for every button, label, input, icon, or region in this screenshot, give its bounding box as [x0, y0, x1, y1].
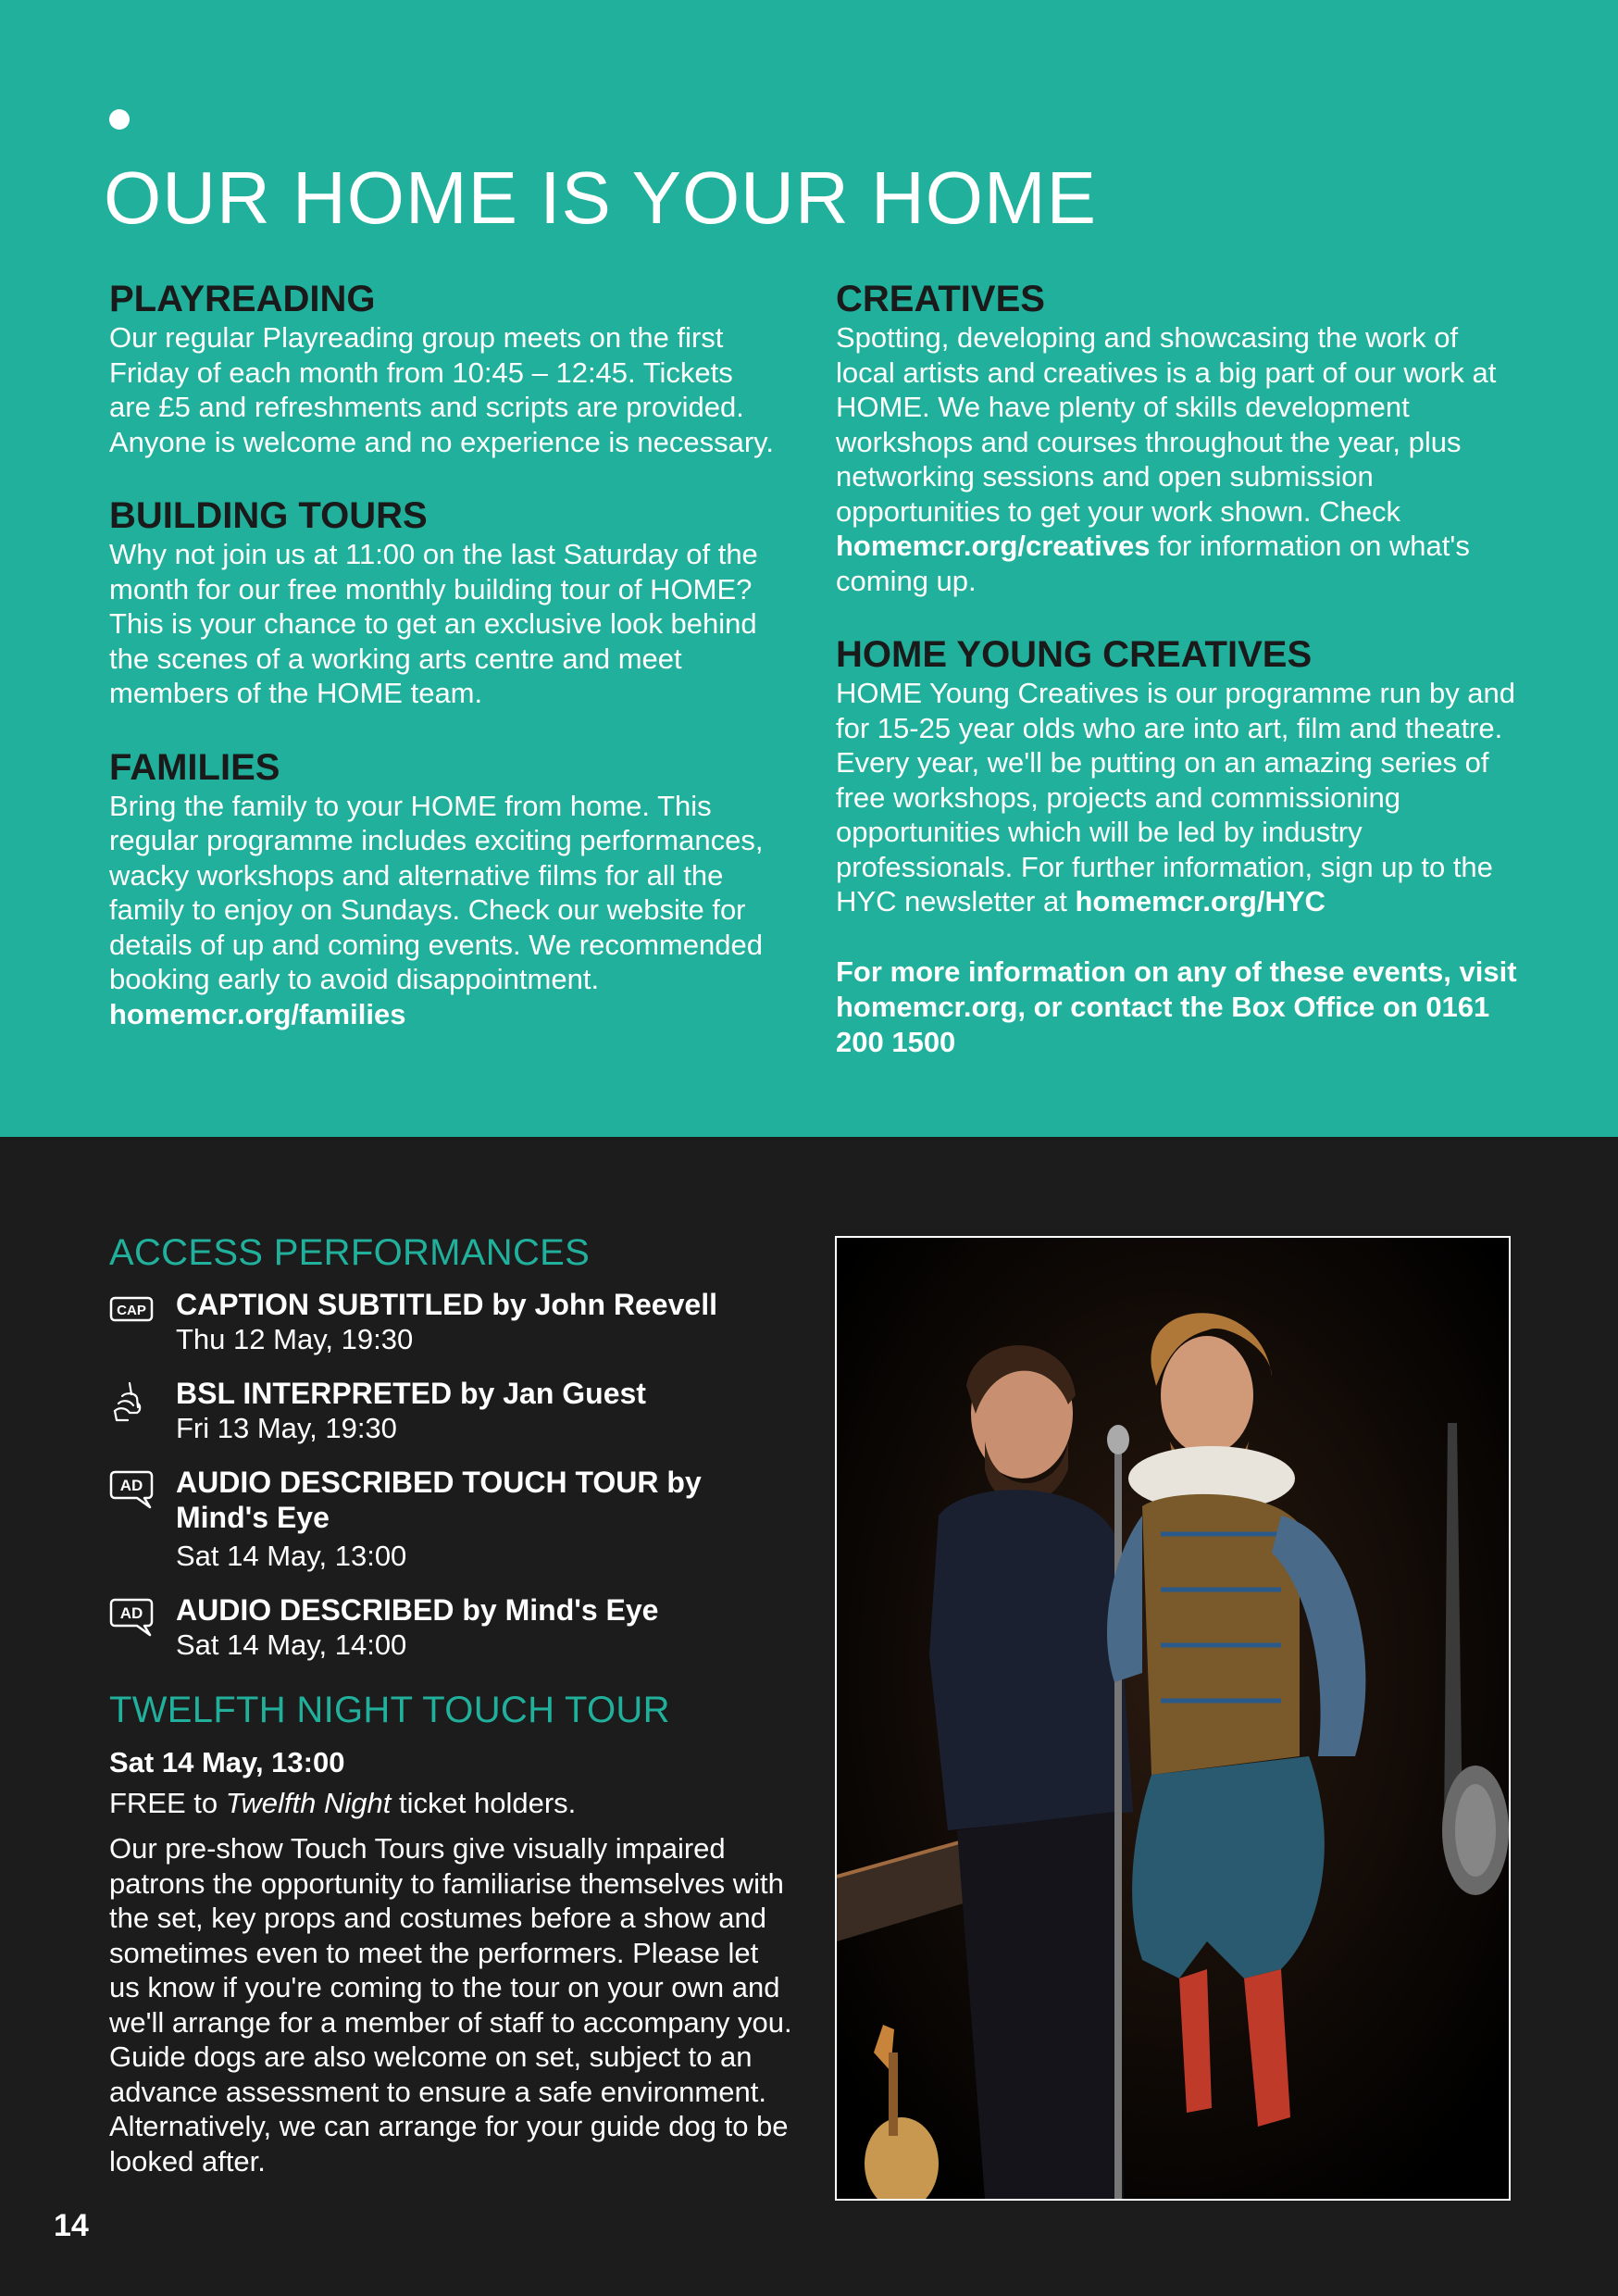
hyc-body-wrap [836, 676, 1521, 919]
creatives-body-end: for information on what's coming up. [836, 530, 1470, 597]
creatives-heading: CREATIVES [836, 279, 1045, 319]
access-item-date: Fri 13 May, 19:30 [176, 1412, 397, 1444]
left-column [109, 278, 776, 1067]
building-tours-section [109, 494, 776, 711]
access-column [109, 1231, 794, 2178]
access-item-date: Sat 14 May, 13:00 [176, 1540, 407, 1572]
creatives-link[interactable]: homemcr.org/creatives [836, 530, 1151, 562]
hyc-link[interactable]: homemcr.org/HYC [1075, 885, 1326, 917]
more-info: For more information on any of these events, visit homemcr.org, or contact the Box Office on 0161 200 1500 [836, 955, 1517, 1058]
families-link[interactable]: homemcr.org/families [109, 997, 406, 1030]
bullet-dot [109, 109, 130, 130]
svg-text:AD: AD [119, 1477, 143, 1494]
access-item-title: CAPTION SUBTITLED by John Reevell [176, 1288, 717, 1321]
access-item [109, 1287, 794, 1357]
right-column [836, 278, 1521, 1060]
families-body-wrap [109, 789, 776, 1032]
families-heading: FAMILIES [109, 746, 280, 788]
sign-language-icon [109, 1379, 154, 1424]
production-photo-illustration [837, 1238, 1509, 2199]
access-item-title: AUDIO DESCRIBED TOUCH TOUR by Mind's Eye [176, 1466, 702, 1534]
page-title: OUR HOME IS YOUR HOME [104, 156, 1097, 239]
touch-tour-body: Our pre-show Touch Tours give visually impaired patrons the opportunity to familiarise themselves with the set, key props and costumes before a show and sometimes even to meet the performers. Please let us know if you're coming to the tour on your own and we'll arrange for a member of staff to accompany you. Guide dogs are also welcome on set, subject to an advance assessment to ensure a safe environment. Alternatively, we can arrange for your guide dog to be looked after. [109, 1832, 792, 2177]
touch-tour-free [109, 1785, 794, 1822]
caption-icon [109, 1291, 154, 1328]
families-body: Bring the family to your HOME from home. This regular programme includes exciting performances, wacky workshops and alternative films for all the family to enjoy on Sundays. Check our website for details of up and coming events. We recommended booking early to avoid disappointment. [109, 789, 764, 995]
access-item-title: BSL INTERPRETED by Jan Guest [176, 1377, 646, 1410]
touch-tour-free-text: FREE to [109, 1787, 218, 1819]
production-photo [835, 1236, 1511, 2201]
svg-text:AD: AD [119, 1604, 143, 1622]
access-item-date: Thu 12 May, 19:30 [176, 1323, 414, 1355]
building-tours-body: Why not join us at 11:00 on the last Saturday of the month for our free monthly building tour of HOME? This is your chance to get an exclusive look behind the scenes of a working arts centre and meet members of the HOME team. [109, 538, 758, 709]
access-heading: ACCESS PERFORMANCES [109, 1232, 591, 1273]
hyc-body: HOME Young Creatives is our programme run by and for 15-25 year olds who are into art, film and theatre. Every year, we'll be putting on an amazing series of free workshops, projects and commissioning opportunities which will be led by industry professionals. For further information, sign up to the HYC newsletter at [836, 677, 1516, 917]
hyc-section [836, 633, 1521, 919]
playreading-body: Our regular Playreading group meets on the first Friday of each month from 10:45 – 12:45. Tickets are £5 and refreshments and scripts are provided. Anyone is welcome and no experience is necessary. [109, 321, 774, 458]
touch-tour-heading: TWELFTH NIGHT TOUCH TOUR [109, 1690, 670, 1730]
families-section [109, 746, 776, 1032]
access-item [109, 1592, 794, 1663]
access-item-date: Sat 14 May, 14:00 [176, 1628, 407, 1661]
touch-tour-date: Sat 14 May, 13:00 [109, 1746, 345, 1778]
playreading-section [109, 278, 776, 459]
audio-description-icon [109, 1468, 154, 1509]
creatives-section [836, 278, 1521, 598]
audio-description-icon [109, 1596, 154, 1637]
creatives-body-wrap [836, 320, 1521, 598]
access-item [109, 1465, 794, 1574]
building-tours-heading: BUILDING TOURS [109, 495, 428, 536]
svg-text:CAP: CAP [117, 1303, 146, 1318]
access-item-title: AUDIO DESCRIBED by Mind's Eye [176, 1593, 659, 1627]
page-number: 14 [54, 2208, 89, 2243]
access-list [109, 1287, 794, 1663]
hyc-heading: HOME YOUNG CREATIVES [836, 634, 1313, 675]
access-item [109, 1376, 794, 1446]
touch-tour-show-title: Twelfth Night [225, 1787, 392, 1819]
creatives-body: Spotting, developing and showcasing the work of local artists and creatives is a big part of our work at HOME. We have plenty of skills development workshops and courses throughout the year, plus networking sessions and open submission opportunities to get your work shown. Check [836, 321, 1497, 528]
playreading-heading: PLAYREADING [109, 279, 376, 319]
touch-tour-free-end: ticket holders. [399, 1787, 577, 1819]
